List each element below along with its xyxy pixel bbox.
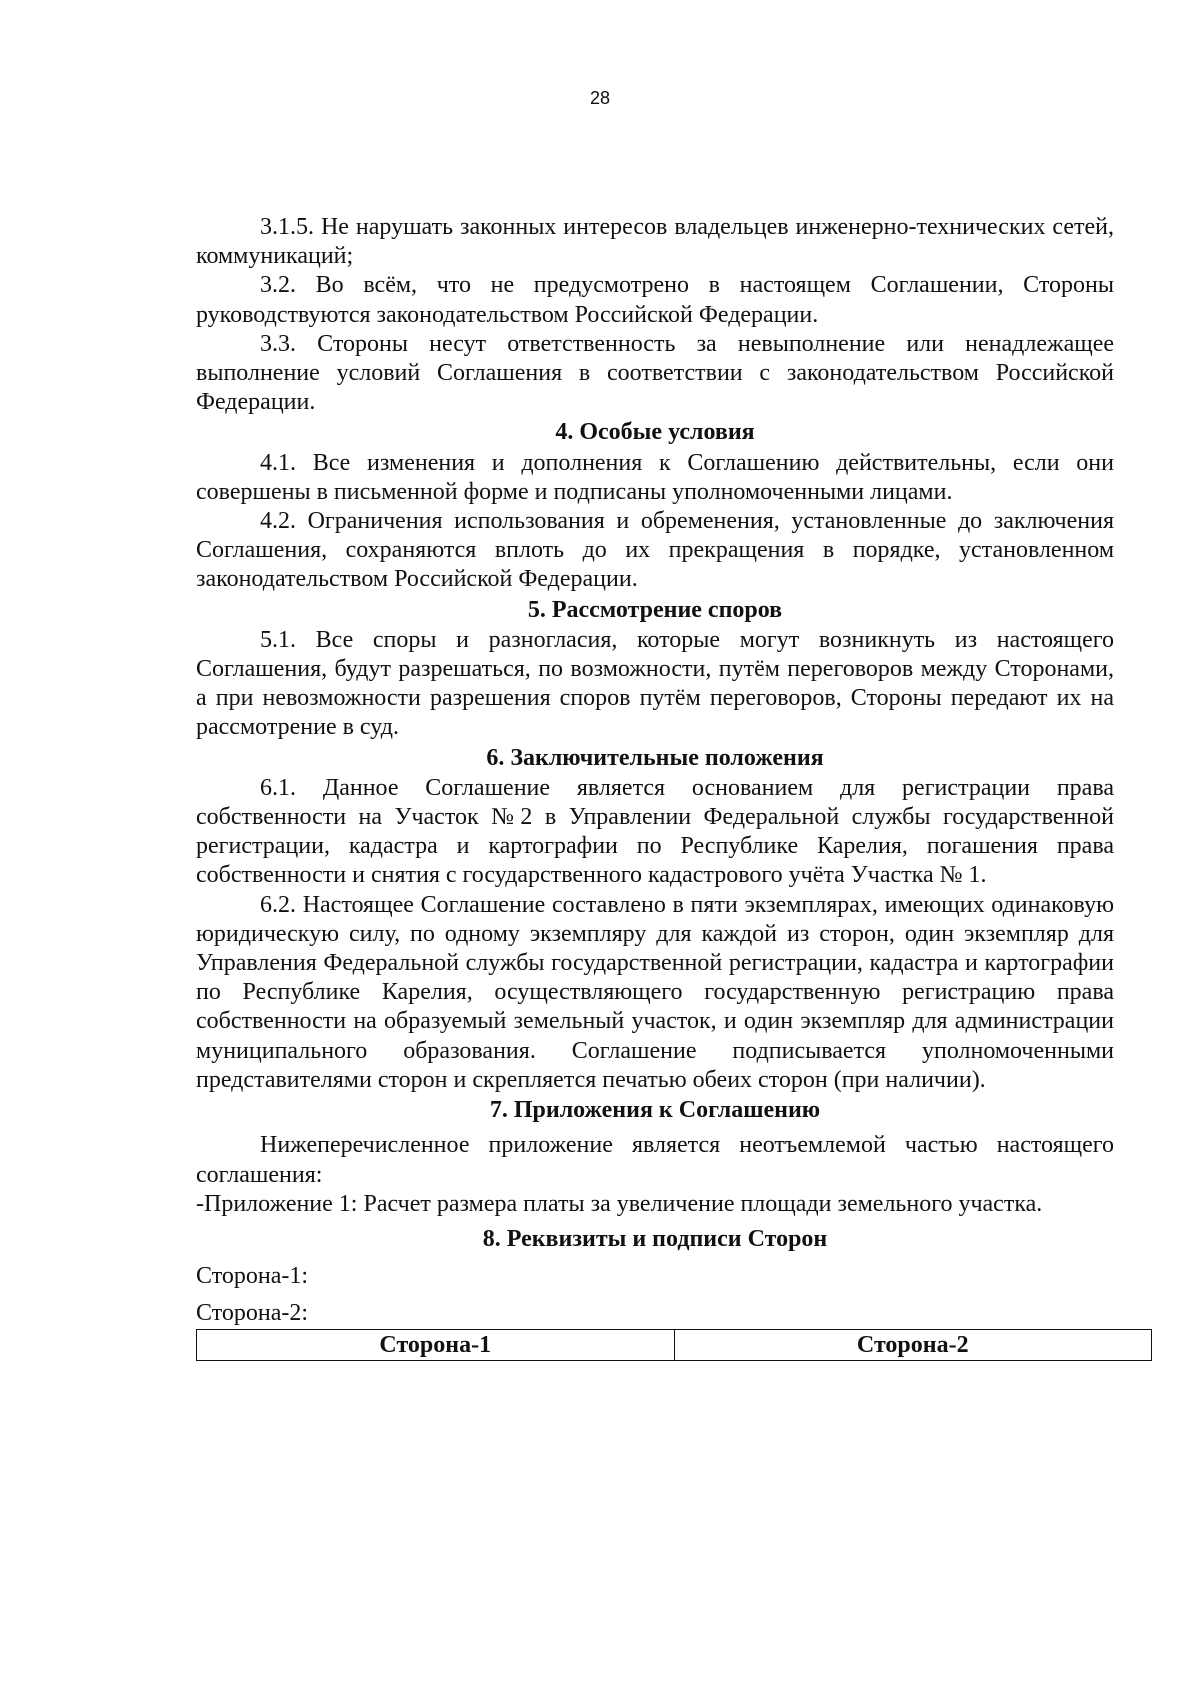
section-heading-4: 4. Особые условия — [555, 419, 755, 446]
section-heading-5: 5. Рассмотрение споров — [527, 596, 783, 623]
clause-3-2: 3.2. Во всём, что не предусмотрено в настоящем Соглашении, Стороны руководствуются законодательством Российской Федерации. — [196, 272, 1114, 328]
clause-6-1: 6.1. Данное Соглашение является основанием для регистрации права собственности на Участок №2 в Управлении Федеральной службы государственной регистрации, кадастра и картографии по Республике Карелия, погашения права собственности и снятия с государственного кадастрового учёта Участка № 1. — [196, 774, 1114, 889]
clause-4-2: 4.2. Ограничения использования и обременения, установленные до заключения Соглашения, сохраняются вплоть до их прекращения в порядке, установленном законодательством Российской Федерации. — [196, 508, 1114, 593]
side-2-label: Сторона-2: — [196, 1300, 309, 1327]
clause-5-1: 5.1. Все споры и разногласия, которые могут возникнуть из настоящего Соглашения, будут разрешаться, по возможности, путём переговоров между Сторонами, а при невозможности разрешения споров путём переговоров, Стороны передают их на рассмотрение в суд. — [196, 626, 1114, 741]
section-heading-7: 7. Приложения к Соглашению — [489, 1097, 821, 1124]
clause-3-1-5: 3.1.5. Не нарушать законных интересов владельцев инженерно-технических сетей, коммуникаций; — [196, 214, 1114, 270]
signature-table-header-side-2: Сторона-2 — [674, 1329, 1152, 1360]
clause-6-2: 6.2. Настоящее Соглашение составлено в пяти экземплярах, имеющих одинаковую юридическую силу, по одному экземпляру для каждой из сторон, один экземпляр для Управления Федеральной службы государственной регистрации, кадастра и картографии по Республике Карелия, осуществляющего государственную регистрацию права собственности на образуемый земельный участок, и один экземпляр для администрации муниципального образования. Соглашение подписывается уполномоченными представителями сторон и скрепляется печатью обеих сторон (при наличии). — [196, 891, 1114, 1093]
signature-table-header-side-1: Сторона-1 — [197, 1329, 675, 1360]
section-heading-8: 8. Реквизиты и подписи Сторон — [482, 1225, 828, 1252]
clause-3-3: 3.3. Стороны несут ответственность за невыполнение или ненадлежащее выполнение условий Соглашения в соответствии с законодательством Российской Федерации. — [196, 330, 1114, 416]
section-heading-6: 6. Заключительные положения — [486, 744, 824, 771]
side-1-label: Сторона-1: — [196, 1263, 309, 1290]
appendix-item-1: -Приложение 1: Расчет размера платы за увеличение площади земельного участка. — [196, 1190, 1043, 1217]
signature-table-header-row — [197, 1329, 1152, 1360]
clause-4-1: 4.1. Все изменения и дополнения к Соглашению действительны, если они совершены в письменной форме и подписаны уполномоченными лицами. — [196, 449, 1114, 505]
document-body — [196, 213, 1114, 1361]
appendix-intro: Нижеперечисленное приложение является неотъемлемой частью настоящего соглашения: — [196, 1132, 1114, 1188]
page-number: 28 — [589, 88, 611, 108]
signature-table — [196, 1329, 1152, 1361]
